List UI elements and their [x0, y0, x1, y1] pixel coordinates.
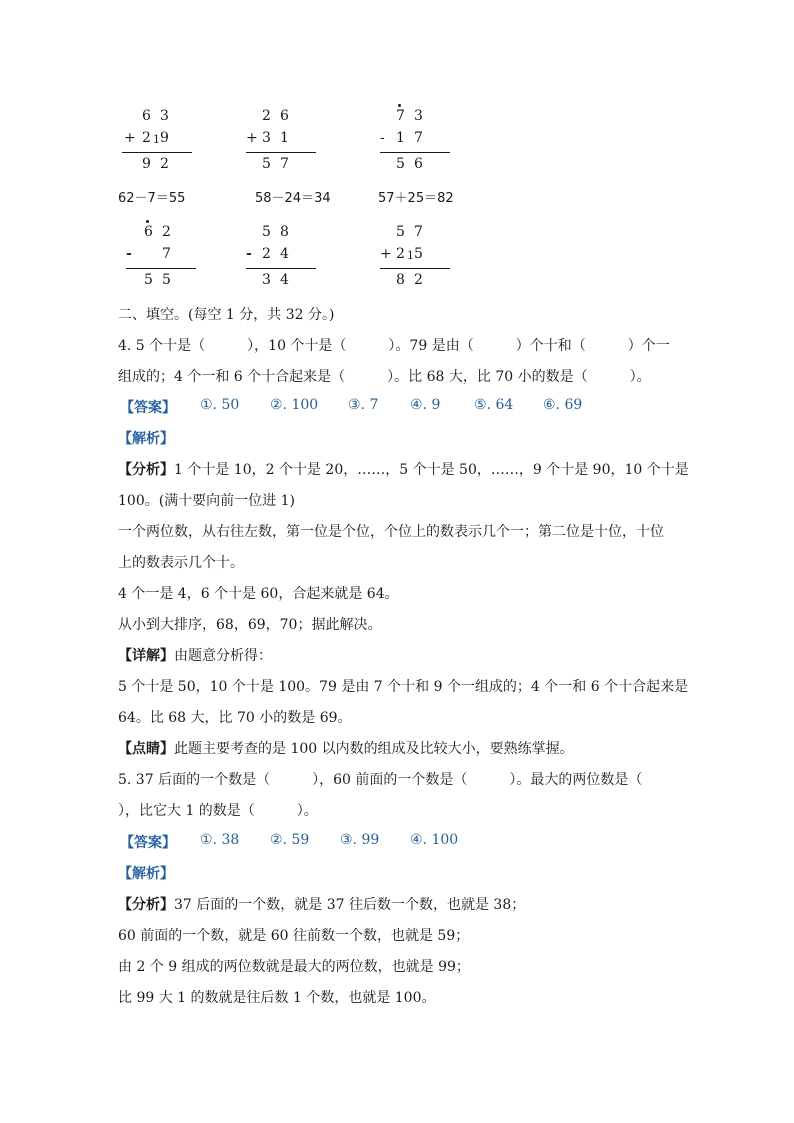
answer-item: ②. 59 [270, 832, 310, 848]
analysis-tag: 【分析】 [118, 462, 174, 478]
question-5-line-1: 5. 37 后面的一个数是（ ），60 前面的一个数是（ ）。最大的两位数是（ [118, 772, 643, 788]
digit: 8 [280, 224, 289, 240]
digit: 2 [396, 246, 405, 262]
vertical-calc-3 [378, 108, 454, 182]
comment-text: 此题主要考查的是 100 以内数的组成及比较大小，要熟练掌握。 [174, 741, 574, 757]
answer-item: ⑥. 69 [543, 397, 583, 413]
analysis-line [118, 894, 525, 914]
answer-row [118, 397, 678, 417]
sum-line [246, 152, 316, 153]
explanation-tag: 【解析】 [118, 431, 174, 447]
digit: 7 [162, 246, 171, 262]
digit: 5 [262, 156, 271, 172]
analysis-tag: 【分析】 [118, 897, 174, 913]
detail-text: 由题意分析得： [174, 648, 272, 664]
vertical-calc-2 [244, 108, 320, 182]
digit: 9 [142, 156, 151, 172]
digit: 7 [414, 224, 423, 240]
digit: 2 [160, 156, 169, 172]
answer-item: ③. 99 [340, 832, 380, 848]
operator: - [246, 246, 252, 262]
analysis-line: 4 个一是 4，6 个十是 60，合起来就是 64。 [118, 586, 399, 602]
detail-line: 64。比 68 大，比 70 小的数是 69。 [118, 710, 352, 726]
answer-item: ④. 100 [410, 832, 459, 848]
vertical-calc-4 [124, 224, 200, 298]
answer-item: ①. 38 [200, 832, 240, 848]
answer-item: ⑤. 64 [474, 397, 514, 413]
answer-row [118, 832, 598, 852]
analysis-line: 由 2 个 9 组成的两位数就是最大的两位数，也就是 99； [118, 959, 470, 975]
vertical-calc-1 [120, 108, 196, 182]
digit: 5 [144, 272, 153, 288]
carry-mark: 1 [153, 133, 160, 146]
sum-line [380, 268, 450, 269]
analysis-text: 1 个十是 10，2 个十是 20，……，5 个十是 50，……，9 个十是 90，10 个十是 [174, 462, 689, 478]
digit: 5 [414, 246, 423, 262]
vertical-calc-5 [244, 224, 320, 298]
question-4-line-2: 组成的；4 个一和 6 个十合起来是（ ）。比 68 大，比 70 小的数是（ ）。 [118, 369, 651, 385]
carry-mark: 1 [407, 249, 414, 262]
digit: 2 [142, 130, 151, 146]
vertical-calc-6 [378, 224, 454, 298]
answer-tag: 【答案】 [120, 400, 176, 416]
analysis-line: 上的数表示几个十。 [118, 555, 244, 571]
borrow-dot [146, 220, 149, 223]
analysis-line [118, 459, 689, 479]
answer-item: ③. 7 [348, 397, 379, 413]
analysis-line: 从小到大排序，68，69，70；据此解决。 [118, 617, 382, 633]
digit: 2 [262, 246, 271, 262]
digit: 7 [414, 130, 423, 146]
digit: 6 [414, 156, 423, 172]
detail-line [118, 645, 272, 665]
digit: 7 [396, 108, 405, 124]
answer-tag: 【答案】 [120, 835, 176, 851]
digit: 4 [280, 272, 289, 288]
digit: 5 [396, 156, 405, 172]
digit: 2 [262, 108, 271, 124]
digit: 6 [144, 224, 153, 240]
analysis-line: 比 99 大 1 的数就是往后数 1 个数，也就是 100。 [118, 990, 436, 1006]
answer-item: ④. 9 [410, 397, 441, 413]
equation-1: 62－7＝55 [118, 191, 186, 206]
digit: 3 [160, 108, 169, 124]
question-4-line-1: 4. 5 个十是（ ），10 个十是（ ）。79 是由（ ）个十和（ ）个一 [118, 338, 670, 354]
digit: 1 [396, 130, 405, 146]
sum-line [122, 152, 192, 153]
comment-line [118, 738, 574, 758]
digit: 3 [262, 130, 271, 146]
digit: 3 [262, 272, 271, 288]
digit: 7 [280, 156, 289, 172]
digit: 8 [396, 272, 405, 288]
sum-line [380, 152, 450, 153]
operator: + [380, 246, 392, 262]
diff-line [126, 268, 196, 269]
explanation-tag: 【解析】 [118, 866, 174, 882]
operator: + [124, 130, 136, 146]
digit: 9 [160, 130, 169, 146]
digit: 2 [414, 272, 423, 288]
diff-line [246, 268, 316, 269]
borrow-dot [398, 104, 401, 107]
analysis-line: 60 前面的一个数，就是 60 往前数一个数，也就是 59； [118, 928, 470, 944]
detail-tag: 【详解】 [118, 648, 174, 664]
question-5-line-2: ），比它大 1 的数是（ ）。 [118, 803, 318, 819]
digit: 5 [262, 224, 271, 240]
equation-2: 58－24＝34 [255, 191, 331, 206]
answer-item: ①. 50 [200, 397, 240, 413]
answer-item: ②. 100 [270, 397, 319, 413]
digit: 6 [142, 108, 151, 124]
analysis-line: 一个两位数，从右往左数，第一位是个位，个位上的数表示几个一；第二位是十位，十位 [118, 524, 664, 540]
digit: 1 [280, 130, 289, 146]
digit: 4 [280, 246, 289, 262]
digit: 2 [162, 224, 171, 240]
digit: 6 [280, 108, 289, 124]
digit: 3 [414, 108, 423, 124]
operator: + [246, 130, 258, 146]
comment-tag: 【点睛】 [118, 741, 174, 757]
equation-3: 57＋25＝82 [378, 191, 454, 206]
digit: 5 [162, 272, 171, 288]
analysis-text: 37 后面的一个数，就是 37 往后数一个数，也就是 38； [174, 897, 526, 913]
detail-line: 5 个十是 50，10 个十是 100。79 是由 7 个十和 9 个一组成的；4 个一和 6 个十合起来是 [118, 679, 689, 695]
digit: 5 [396, 224, 405, 240]
analysis-line: 100。(满十要向前一位进 1) [118, 493, 296, 509]
operator: - [126, 246, 132, 262]
operator: - [380, 130, 385, 146]
section-title: 二、填空。(每空 1 分，共 32 分。) [118, 307, 335, 323]
